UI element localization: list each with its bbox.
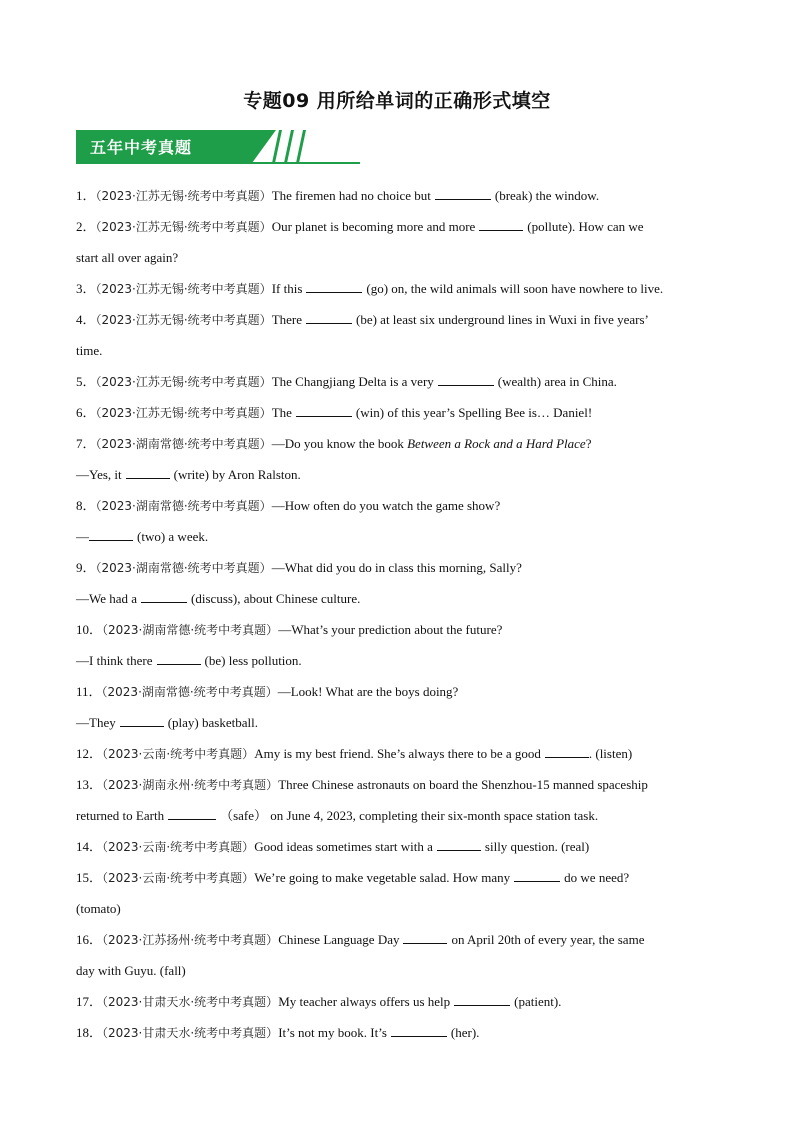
question-source: （2023·江苏扬州·统考中考真题） <box>102 933 279 947</box>
question-11 <box>76 676 718 707</box>
answer-blank[interactable] <box>545 744 589 758</box>
question-text: on April 20th of every year, the same <box>451 932 645 947</box>
question-13-continued <box>76 800 718 831</box>
answer-blank[interactable] <box>296 403 352 417</box>
answer-blank[interactable] <box>514 868 560 882</box>
banner-stripe <box>296 130 306 163</box>
question-source: （2023·湖南永州·统考中考真题） <box>102 778 279 792</box>
question-text: —Look! What are the boys doing? <box>277 684 459 699</box>
answer-blank[interactable] <box>168 806 216 820</box>
question-text: returned to Earth <box>76 808 165 823</box>
banner-stripe <box>284 130 294 163</box>
question-text: day with Guyu. (fall) <box>76 963 186 978</box>
question-text: (be) less pollution. <box>204 653 302 668</box>
question-2 <box>76 211 718 242</box>
answer-blank[interactable] <box>141 589 187 603</box>
question-6 <box>76 397 718 428</box>
answer-blank[interactable] <box>391 1023 447 1037</box>
question-source: （2023·湖南常德·统考中考真题） <box>102 623 279 637</box>
question-text: —I think there <box>76 653 153 668</box>
question-text: If this <box>271 281 303 296</box>
question-text: Good ideas sometimes start with a <box>254 839 433 854</box>
question-text: （safe） on June 4, 2023, completing their six-month space station task. <box>220 808 599 823</box>
question-number: 4． <box>76 312 96 327</box>
question-number: 6． <box>76 405 96 420</box>
question-number: 17． <box>76 994 103 1009</box>
question-number: 12． <box>76 746 103 761</box>
question-source: （2023·云南·统考中考真题） <box>102 747 255 761</box>
question-3 <box>76 273 718 304</box>
answer-blank[interactable] <box>306 310 352 324</box>
question-13 <box>76 769 718 800</box>
question-18 <box>76 1017 718 1048</box>
question-source: （2023·甘肃天水·统考中考真题） <box>102 995 279 1009</box>
question-text: — <box>76 529 89 544</box>
question-text: My teacher always offers us help <box>278 994 451 1009</box>
question-text: Three Chinese astronauts on board the Shenzhou-15 manned spaceship <box>278 777 648 792</box>
question-source: （2023·江苏无锡·统考中考真题） <box>95 406 272 420</box>
question-2-continued <box>76 242 718 273</box>
question-9 <box>76 552 718 583</box>
question-16 <box>76 924 718 955</box>
question-number: 7． <box>76 436 96 451</box>
question-text: Our planet is becoming more and more <box>271 219 476 234</box>
question-number: 5． <box>76 374 96 389</box>
question-text: (two) a week. <box>137 529 209 544</box>
question-text: —What did you do in class this morning, Sally? <box>271 560 522 575</box>
question-4 <box>76 304 718 335</box>
answer-blank[interactable] <box>126 465 170 479</box>
question-text: (pollute). How can we <box>527 219 644 234</box>
question-5 <box>76 366 718 397</box>
question-text: do we need? <box>564 870 630 885</box>
question-source: （2023·湖南常德·统考中考真题） <box>95 437 272 451</box>
answer-blank[interactable] <box>157 651 201 665</box>
question-text: —Yes, it <box>76 467 122 482</box>
question-text: The firemen had no choice but <box>271 188 431 203</box>
section-banner <box>76 130 360 164</box>
question-text: start all over again? <box>76 250 179 265</box>
question-17 <box>76 986 718 1017</box>
question-text: —We had a <box>76 591 138 606</box>
question-7-response <box>76 459 718 490</box>
question-number: 8． <box>76 498 96 513</box>
question-1 <box>76 180 718 211</box>
banner-underline <box>76 162 360 164</box>
question-text: Chinese Language Day <box>278 932 400 947</box>
question-text: (wealth) area in China. <box>497 374 617 389</box>
question-10 <box>76 614 718 645</box>
question-source: （2023·江苏无锡·统考中考真题） <box>95 220 272 234</box>
question-number: 16． <box>76 932 103 947</box>
answer-blank[interactable] <box>89 527 133 541</box>
question-12 <box>76 738 718 769</box>
question-text: (patient). <box>514 994 562 1009</box>
question-text: (win) of this year’s Spelling Bee is… Daniel! <box>355 405 593 420</box>
book-title: Between a Rock and a Hard Place <box>407 436 586 451</box>
question-text: The Changjiang Delta is a very <box>271 374 434 389</box>
question-text: ? <box>585 436 592 451</box>
answer-blank[interactable] <box>479 217 523 231</box>
answer-blank[interactable] <box>403 930 447 944</box>
answer-blank[interactable] <box>120 713 164 727</box>
question-8-response <box>76 521 718 552</box>
question-text: The <box>271 405 292 420</box>
question-10-response <box>76 645 718 676</box>
question-source: （2023·湖南常德·统考中考真题） <box>101 685 278 699</box>
question-text: time. <box>76 343 103 358</box>
question-text: silly question. (real) <box>484 839 590 854</box>
question-number: 3． <box>76 281 96 296</box>
question-source: （2023·甘肃天水·统考中考真题） <box>102 1026 279 1040</box>
question-4-continued <box>76 335 718 366</box>
answer-blank[interactable] <box>438 372 494 386</box>
answer-blank[interactable] <box>437 837 481 851</box>
question-source: （2023·湖南常德·统考中考真题） <box>95 561 272 575</box>
question-number: 9． <box>76 560 96 575</box>
question-source: （2023·云南·统考中考真题） <box>102 871 255 885</box>
question-number: 11． <box>76 684 102 699</box>
question-source: （2023·江苏无锡·统考中考真题） <box>95 313 272 327</box>
question-text: We’re going to make vegetable salad. How many <box>254 870 511 885</box>
question-15 <box>76 862 718 893</box>
question-text: (discuss), about Chinese culture. <box>191 591 361 606</box>
question-text: —What’s your prediction about the future? <box>278 622 503 637</box>
section-title: 五年中考真题 <box>90 138 193 157</box>
question-text: —How often do you watch the game show? <box>271 498 501 513</box>
answer-blank[interactable] <box>435 186 491 200</box>
question-9-response <box>76 583 718 614</box>
question-text: (play) basketball. <box>167 715 258 730</box>
question-number: 1． <box>76 188 96 203</box>
question-text: (tomato) <box>76 901 121 916</box>
question-14 <box>76 831 718 862</box>
question-15-continued <box>76 893 718 924</box>
question-16-continued <box>76 955 718 986</box>
question-text: (be) at least six underground lines in Wuxi in five years’ <box>356 312 649 327</box>
question-number: 2． <box>76 219 96 234</box>
question-text: It’s not my book. It’s <box>278 1025 387 1040</box>
question-number: 14． <box>76 839 103 854</box>
question-list <box>76 180 718 1048</box>
question-7 <box>76 428 718 459</box>
question-source: （2023·湖南常德·统考中考真题） <box>95 499 272 513</box>
question-8 <box>76 490 718 521</box>
question-11-response <box>76 707 718 738</box>
question-text: (break) the window. <box>494 188 600 203</box>
question-number: 18． <box>76 1025 103 1040</box>
answer-blank[interactable] <box>454 992 510 1006</box>
question-number: 10． <box>76 622 103 637</box>
question-text: There <box>271 312 302 327</box>
question-text: Amy is my best friend. She’s always there to be a good <box>254 746 541 761</box>
question-text: —They <box>76 715 116 730</box>
question-number: 15． <box>76 870 103 885</box>
question-text: . (listen) <box>588 746 633 761</box>
answer-blank[interactable] <box>306 279 362 293</box>
page-title: 专题09 用所给单词的正确形式填空 <box>243 90 551 112</box>
question-number: 13． <box>76 777 103 792</box>
question-text: (write) by Aron Ralston. <box>173 467 301 482</box>
question-source: （2023·江苏无锡·统考中考真题） <box>95 282 272 296</box>
question-text: (her). <box>450 1025 480 1040</box>
question-text: (go) on, the wild animals will soon have nowhere to live. <box>366 281 664 296</box>
question-text: —Do you know the book <box>271 436 404 451</box>
banner-stripe <box>272 130 282 163</box>
question-source: （2023·江苏无锡·统考中考真题） <box>95 189 272 203</box>
question-source: （2023·云南·统考中考真题） <box>102 840 255 854</box>
question-source: （2023·江苏无锡·统考中考真题） <box>95 375 272 389</box>
